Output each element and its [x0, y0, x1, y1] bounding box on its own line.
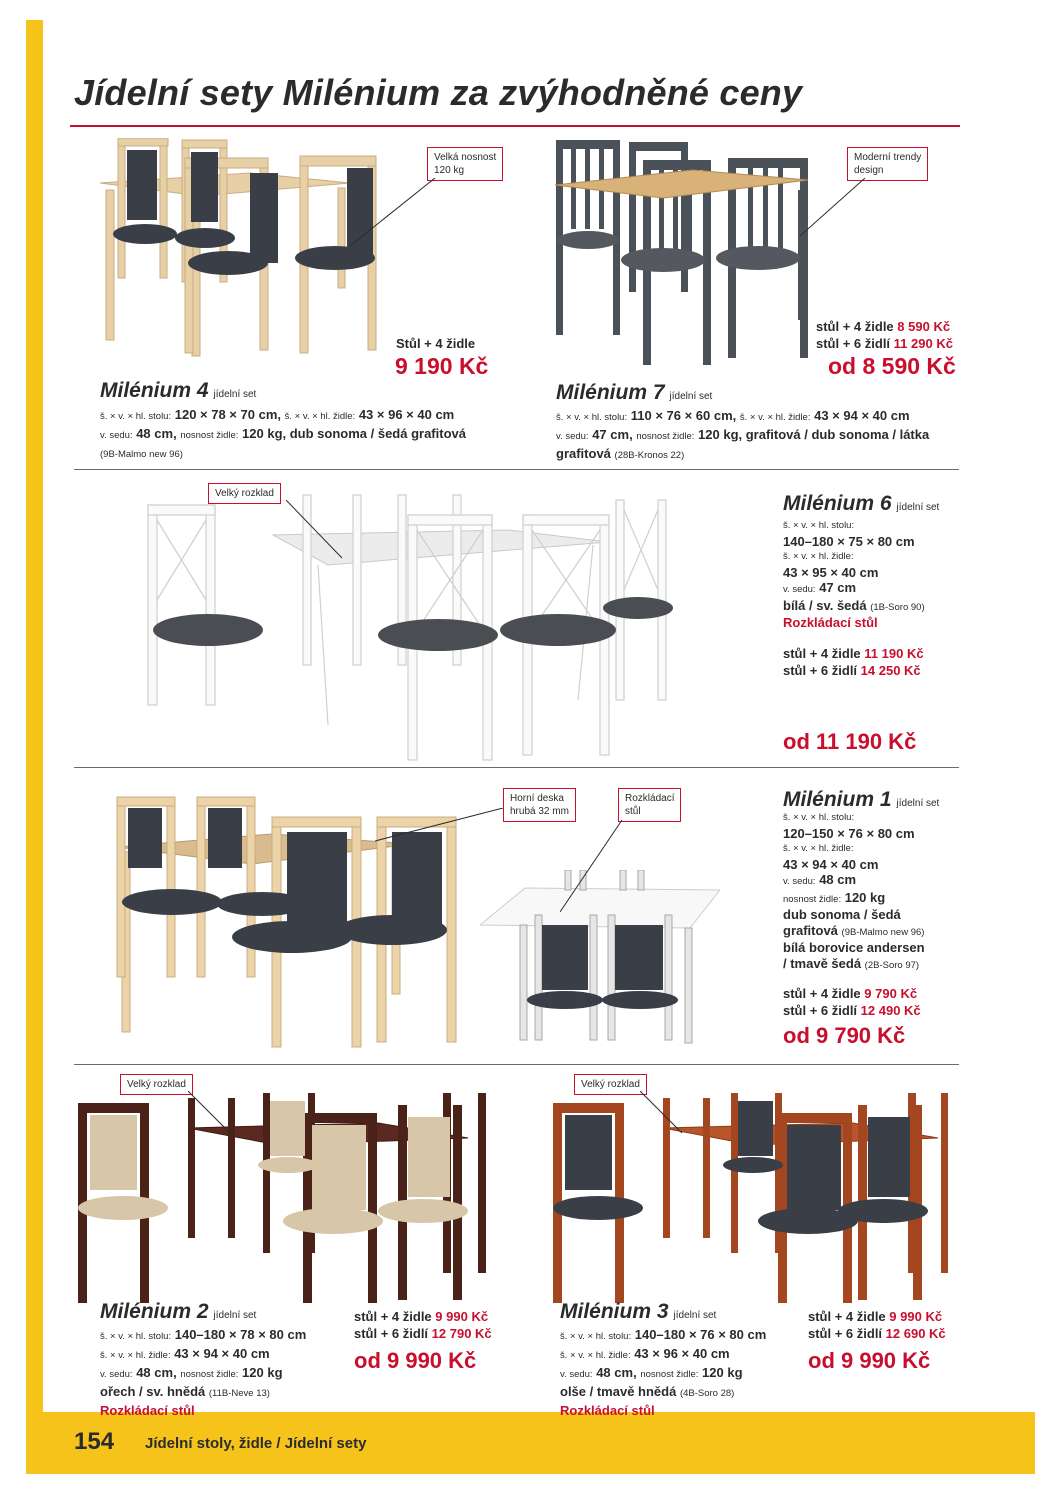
callout-leader-line: [188, 1091, 233, 1136]
product-photo-milenium-3: [553, 1093, 948, 1303]
divider: [74, 469, 959, 470]
section-title: Jídelní stoly, židle / Jídelní sety: [145, 1435, 367, 1452]
callout-milenium-3: Velký rozklad: [574, 1074, 647, 1095]
callout-leader-line: [375, 808, 505, 843]
yellow-side-bar: [26, 20, 43, 1435]
product-name-milenium-6: Milénium 6 jídelní set: [783, 492, 940, 515]
price-milenium-7: od 8 590 Kč: [828, 353, 956, 379]
callout-milenium-2: Velký rozklad: [120, 1074, 193, 1095]
callout-leader-line: [350, 178, 440, 248]
callout-milenium-1-top: Horní deska hrubá 32 mm: [503, 788, 576, 822]
spec-milenium-7: š. × v. × hl. stolu: 110 × 76 × 60 cm, š. × v. × hl. židle: 43 × 94 × 40 cm v. sedu: 47 cm, nosnost židle: 120 kg, grafitová / dub sonoma / látka grafitová (28B-Kronos 22): [556, 408, 930, 461]
price-list-milenium-2: stůl + 4 židle 9 990 Kč stůl + 6 židlí 12 790 Kč: [354, 1309, 492, 1341]
product-name-milenium-7: Milénium 7 jídelní set: [556, 381, 713, 404]
product-photo-milenium-7: [553, 140, 823, 365]
page-number: 154: [74, 1428, 115, 1455]
callout-leader-line: [800, 178, 870, 238]
price-milenium-4: 9 190 Kč: [395, 353, 489, 379]
price-list-milenium-7: stůl + 4 židle 8 590 Kč stůl + 6 židlí 11 290 Kč: [816, 319, 953, 351]
divider: [74, 1064, 959, 1065]
spec-milenium-6: š. × v. × hl. stolu: 140–180 × 75 × 80 cm š. × v. × hl. židle: 43 × 95 × 40 cm v. sedu: 47 cm bílá / sv. šedá (1B-Soro 90) Rozkládací stůl: [783, 520, 925, 630]
spec-milenium-4: š. × v. × hl. stolu: 120 × 78 × 70 cm, š. × v. × hl. židle: 43 × 96 × 40 cm v. sedu: 48 cm, nosnost židle: 120 kg, dub sonoma / šedá grafitová (9B-Malmo new 96): [100, 407, 466, 460]
product-name-milenium-4: Milénium 4 jídelní set: [100, 379, 257, 402]
callout-milenium-6: Velký rozklad: [208, 483, 281, 504]
price-list-milenium-3: stůl + 4 židle 9 990 Kč stůl + 6 židlí 12 690 Kč: [808, 1309, 946, 1341]
callout-leader-line: [640, 1091, 685, 1136]
price-list-milenium-6: stůl + 4 židle 11 190 Kč stůl + 6 židlí 14 250 Kč: [783, 646, 924, 678]
product-photo-milenium-6: [138, 490, 678, 765]
price-milenium-6: od 11 190 Kč: [783, 729, 917, 754]
page-title: Jídelní sety Milénium za zvýhodněné ceny: [74, 72, 803, 113]
product-name-milenium-2: Milénium 2 jídelní set: [100, 1300, 257, 1323]
spec-milenium-2: š. × v. × hl. stolu: 140–180 × 78 × 80 cm š. × v. × hl. židle: 43 × 94 × 40 cm v. sedu: 48 cm, nosnost židle: 120 kg ořech / sv. hnědá (11B-Neve 13) Rozkládací stůl: [100, 1327, 307, 1418]
price-list-milenium-1: stůl + 4 židle 9 790 Kč stůl + 6 židlí 12 490 Kč: [783, 986, 921, 1018]
product-name-milenium-1: Milénium 1 jídelní set: [783, 788, 940, 811]
callout-milenium-1-extend: Rozkládací stůl: [618, 788, 681, 822]
title-underline: [70, 125, 960, 127]
divider: [74, 767, 959, 768]
product-photo-milenium-4: [100, 138, 400, 360]
callout-leader-line: [286, 500, 346, 560]
product-name-milenium-3: Milénium 3 jídelní set: [560, 1300, 717, 1323]
product-photo-milenium-2: [78, 1093, 488, 1303]
price-milenium-2: od 9 990 Kč: [354, 1348, 477, 1373]
spec-milenium-3: š. × v. × hl. stolu: 140–180 × 76 × 80 cm š. × v. × hl. židle: 43 × 96 × 40 cm v. sedu: 48 cm, nosnost židle: 120 kg olše / tmavě hnědá (4B-Soro 28) Rozkládací stůl: [560, 1327, 767, 1418]
price-milenium-3: od 9 990 Kč: [808, 1348, 931, 1373]
price-milenium-1: od 9 790 Kč: [783, 1023, 906, 1048]
price-label-milenium-4: Stůl + 4 židle: [396, 336, 476, 351]
callout-leader-line: [560, 820, 625, 915]
callout-milenium-7: Moderní trendy design: [847, 147, 928, 181]
spec-milenium-1: š. × v. × hl. stolu: 120–150 × 76 × 80 cm š. × v. × hl. židle: 43 × 94 × 40 cm v. sedu: 48 cm nosnost židle: 120 kg dub sonoma / šedá grafitová (9B-Malmo new 96) bílá borovice andersen / tmavě šedá (2B-Soro 97): [783, 812, 925, 971]
callout-milenium-4: Velká nosnost 120 kg: [427, 147, 503, 181]
